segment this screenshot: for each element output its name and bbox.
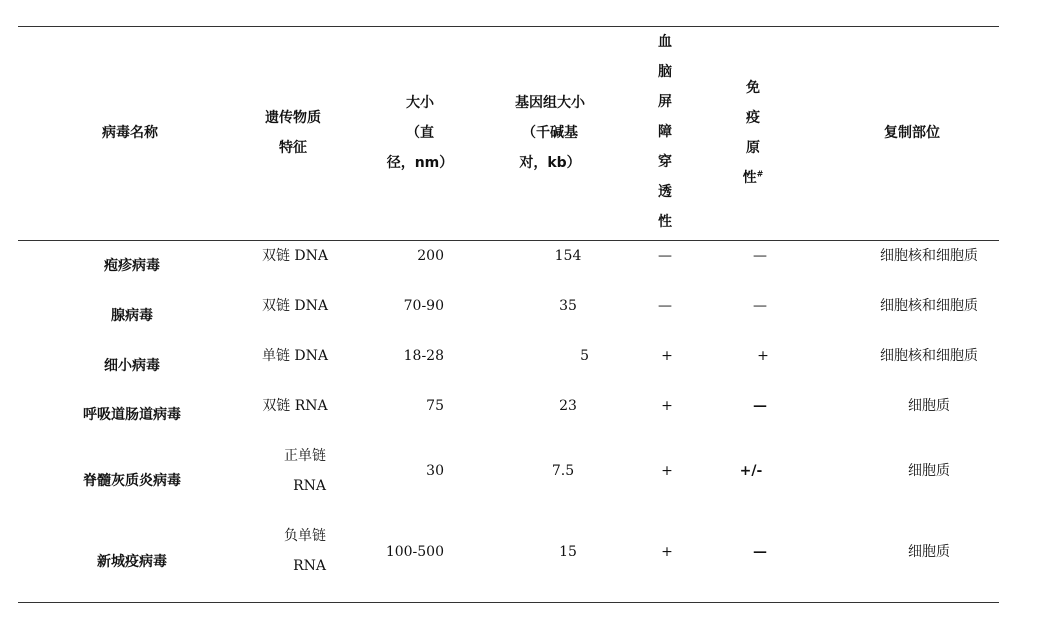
row-1-genome: 154 (554, 248, 582, 264)
row-6-immuno: — (753, 544, 767, 560)
row-4-bbb: + (661, 398, 673, 414)
row-5-immuno: +/- (739, 463, 763, 479)
row-2-genetic: 双链 DNA (261, 298, 329, 314)
row-5-genetic: 正单链 RNA (284, 448, 326, 494)
row-5-size: 30 (426, 463, 444, 479)
row-6-virus-name: 新城疫病毒 (97, 554, 167, 570)
row-4-immuno: — (753, 398, 767, 414)
header-size: 大小 （直 径，nm） (386, 95, 454, 171)
row-2-size: 70-90 (403, 298, 444, 314)
row-3-genetic: 单链 DNA (261, 348, 329, 364)
row-3-size: 18-28 (403, 348, 444, 364)
row-3-site: 细胞核和细胞质 (880, 348, 978, 364)
row-5-bbb: + (661, 463, 673, 479)
header-genome-size: 基因组大小 （千碱基 对，kb） (515, 95, 585, 171)
row-1-immuno: — (753, 248, 767, 264)
header-immunogenicity (736, 73, 770, 193)
header-immunogenicity-text: 免 疫 原 性 (742, 80, 760, 186)
row-3-bbb: + (661, 348, 673, 364)
row-6-genome: 15 (559, 544, 577, 560)
header-genetic-material: 遗传物质 特征 (265, 110, 321, 156)
row-4-site: 细胞质 (908, 398, 950, 414)
row-5-virus-name: 脊髓灰质炎病毒 (83, 473, 181, 489)
row-1-size: 200 (417, 248, 444, 264)
row-1-genetic: 双链 DNA (261, 248, 329, 264)
row-2-site: 细胞核和细胞质 (880, 298, 978, 314)
row-3-virus-name: 细小病毒 (104, 358, 160, 374)
row-2-virus-name: 腺病毒 (111, 308, 153, 324)
table-bottom-rule (18, 602, 999, 603)
header-bbb-penetration: 血 脑 屏 障 穿 透 性 (658, 34, 672, 230)
row-6-bbb: + (661, 544, 673, 560)
row-5-genome: 7.5 (551, 463, 575, 479)
row-4-genome: 23 (559, 398, 577, 414)
header-virus-name: 病毒名称 (102, 125, 158, 141)
row-6-size: 100-500 (385, 544, 444, 560)
row-3-immuno: + (757, 348, 769, 364)
row-1-virus-name: 疱疹病毒 (104, 258, 160, 274)
header-immunogenicity-mark: # (756, 169, 764, 179)
row-4-virus-name: 呼吸道肠道病毒 (83, 407, 181, 423)
row-2-immuno: — (753, 298, 767, 314)
row-2-bbb: — (658, 298, 672, 314)
row-4-genetic: 双链 RNA (262, 398, 328, 414)
table-header-rule (18, 240, 999, 241)
header-replication-site: 复制部位 (884, 125, 940, 141)
row-5-site: 细胞质 (908, 463, 950, 479)
row-4-size: 75 (426, 398, 444, 414)
table-top-rule (18, 26, 999, 27)
row-2-genome: 35 (559, 298, 577, 314)
row-3-genome: 5 (580, 348, 589, 364)
row-6-site: 细胞质 (908, 544, 950, 560)
row-1-bbb: — (658, 248, 672, 264)
row-6-genetic: 负单链 RNA (284, 528, 326, 574)
row-1-site: 细胞核和细胞质 (880, 248, 978, 264)
